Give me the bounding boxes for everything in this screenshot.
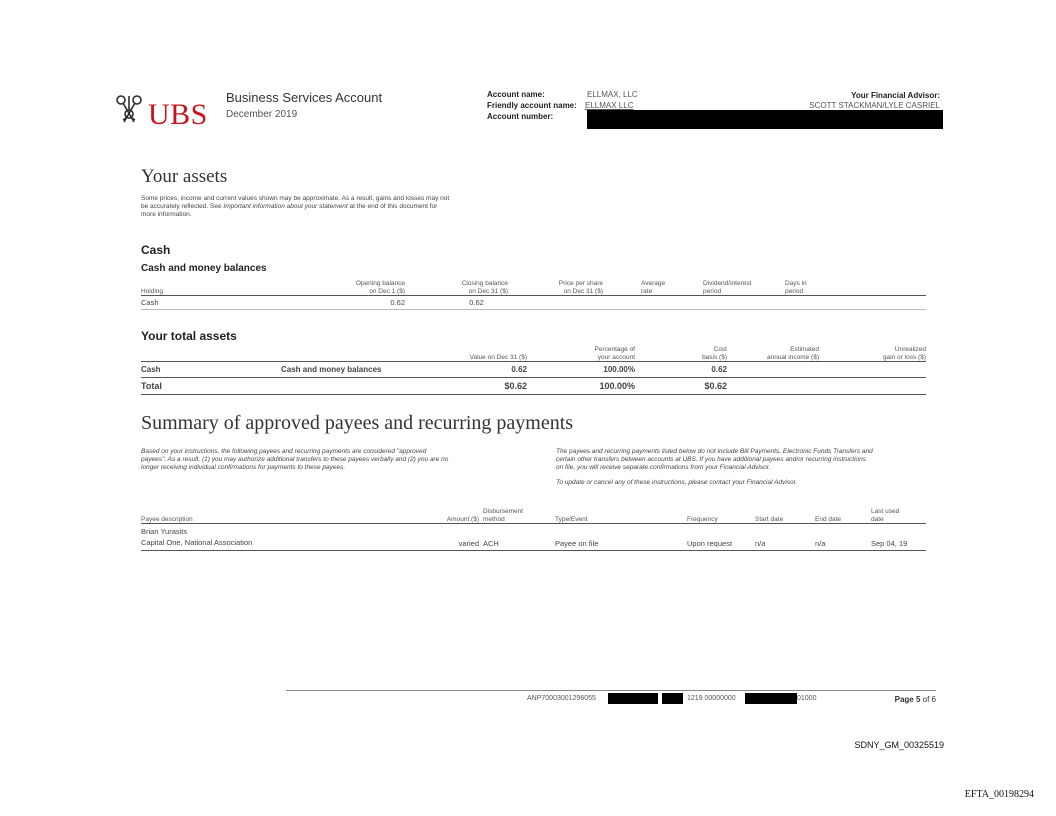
type-cell: Payee on file [555, 539, 599, 548]
account-name-label: Account name: [487, 90, 545, 99]
total-value: $0.62 [504, 381, 527, 391]
redaction-bar [662, 693, 683, 704]
col-cost: Cost basis ($) [702, 346, 727, 361]
advisor-name: SCOTT STACKMAN/LYLE CASRIEL [809, 101, 940, 110]
col-percentage: Percentage of your account [594, 346, 635, 361]
footer-code-c: 01000 [797, 695, 817, 702]
important-info-reference: Important information about your statement [223, 203, 348, 210]
method-cell: ACH [483, 539, 499, 548]
advisor-label: Your Financial Advisor: [851, 91, 940, 100]
payees-right-text: The payees and recurring payments listed below do not include Bill Payments, Electronic Funds Transfers and certain other transfers between accounts at UBS. If you have additional payees and/or recurring instructions on file, you will receive separate confirmations from your Financial Advisor. To update or cancel any of these instructions, please contact your Financial Advisor. [556, 448, 873, 486]
opening-cell: 0.62 [390, 298, 405, 307]
col-unrealized: Unrealized gain or loss ($) [883, 346, 926, 361]
page-number: Page 5 of 6 [894, 695, 936, 704]
col-estimated: Estimated annual income ($) [766, 346, 819, 361]
last-used-cell: Sep 04, 19 [871, 539, 908, 548]
col-value: Value on Dec 31 ($) [469, 353, 527, 361]
cash-desc: Cash and money balances [281, 365, 382, 374]
frequency-cell: Upon request [687, 539, 733, 548]
friendly-name-value: ELLMAX LLC [585, 101, 634, 110]
assets-title: Your assets [141, 166, 228, 187]
account-number-label: Account number: [487, 112, 554, 121]
footer-code-b: 1219 00000000 [687, 695, 736, 702]
table-header-row [141, 280, 926, 296]
redaction-bar [608, 693, 658, 704]
col-disbursement: Disbursement method [483, 508, 524, 523]
col-opening: Opening balance on Dec 1 ($) [355, 280, 405, 295]
total-label: Total [141, 381, 162, 391]
holding-cell: Cash [141, 298, 159, 307]
cash-pct: 100.00% [603, 365, 635, 374]
payees-left-text: Based on your instructions, the following payees and recurring payments are considered "approved payees". As a result, (1) you may authorize additional transfers to these payees verbally and (2) you are no longer receiving individual confirmations for payments to these payees. [141, 448, 449, 471]
col-last-used: Last used date [871, 508, 900, 523]
col-payee: Payee description [141, 515, 193, 523]
col-days: Days in period [785, 280, 807, 295]
table-row [141, 524, 926, 551]
redaction-bar [587, 110, 943, 129]
table-row [141, 296, 926, 310]
assets-intro: Some prices, income and current values shown may be approximate. As a result, gains and losses may not be accurately reflected. See Important information about your statement at the end of this document for more information. [141, 195, 450, 218]
efta-number: EFTA_00198294 [964, 789, 1034, 800]
col-price: Price per share on Dec 31 ($) [558, 280, 603, 295]
col-average: Average rate [641, 280, 666, 295]
redaction-bar [745, 693, 797, 704]
account-type: Business Services Account [226, 90, 383, 105]
total-cost: $0.62 [704, 381, 727, 391]
cash-cost: 0.62 [711, 365, 727, 374]
col-closing: Closing balance on Dec 31 ($) [461, 280, 508, 295]
total-assets-heading: Your total assets [141, 329, 237, 343]
payees-table [141, 508, 926, 551]
cash-label: Cash [141, 365, 161, 374]
cash-balances-table [141, 280, 926, 310]
total-pct: 100.00% [599, 381, 635, 391]
footer-code-a: ANP70003001296055 [527, 695, 596, 702]
balances-heading: Cash and money balances [141, 263, 267, 274]
payee-cell: Brian Yurasits Capital One, National Association [141, 527, 253, 547]
end-cell: n/a [815, 539, 826, 548]
ubs-logo-text: UBS [148, 98, 208, 131]
table-row [141, 362, 926, 378]
table-header-row [141, 346, 926, 362]
start-cell: n/a [755, 539, 766, 548]
bates-number: SDNY_GM_00325519 [854, 740, 944, 750]
col-holding: Holding [141, 287, 164, 295]
closing-cell: 0.62 [469, 298, 484, 307]
table-header-row [141, 508, 926, 524]
account-name-value: ELLMAX, LLC [587, 90, 638, 99]
table-row [141, 378, 926, 395]
col-frequency: Frequency [687, 515, 718, 523]
payees-title: Summary of approved payees and recurring payments [141, 412, 574, 434]
friendly-name-label: Friendly account name: [487, 101, 577, 110]
col-end: End date [815, 515, 842, 523]
cash-heading: Cash [141, 243, 171, 257]
col-type: Type/Event [555, 515, 588, 523]
col-start: Start date [755, 515, 784, 523]
amount-cell: varied [458, 539, 479, 548]
total-assets-table [141, 346, 926, 395]
cash-value: 0.62 [511, 365, 527, 374]
col-amount: Amount ($) [446, 515, 479, 523]
footer-rule [286, 690, 936, 691]
statement-period: December 2019 [226, 109, 298, 120]
col-dividend: Dividend/interest period [703, 280, 752, 295]
